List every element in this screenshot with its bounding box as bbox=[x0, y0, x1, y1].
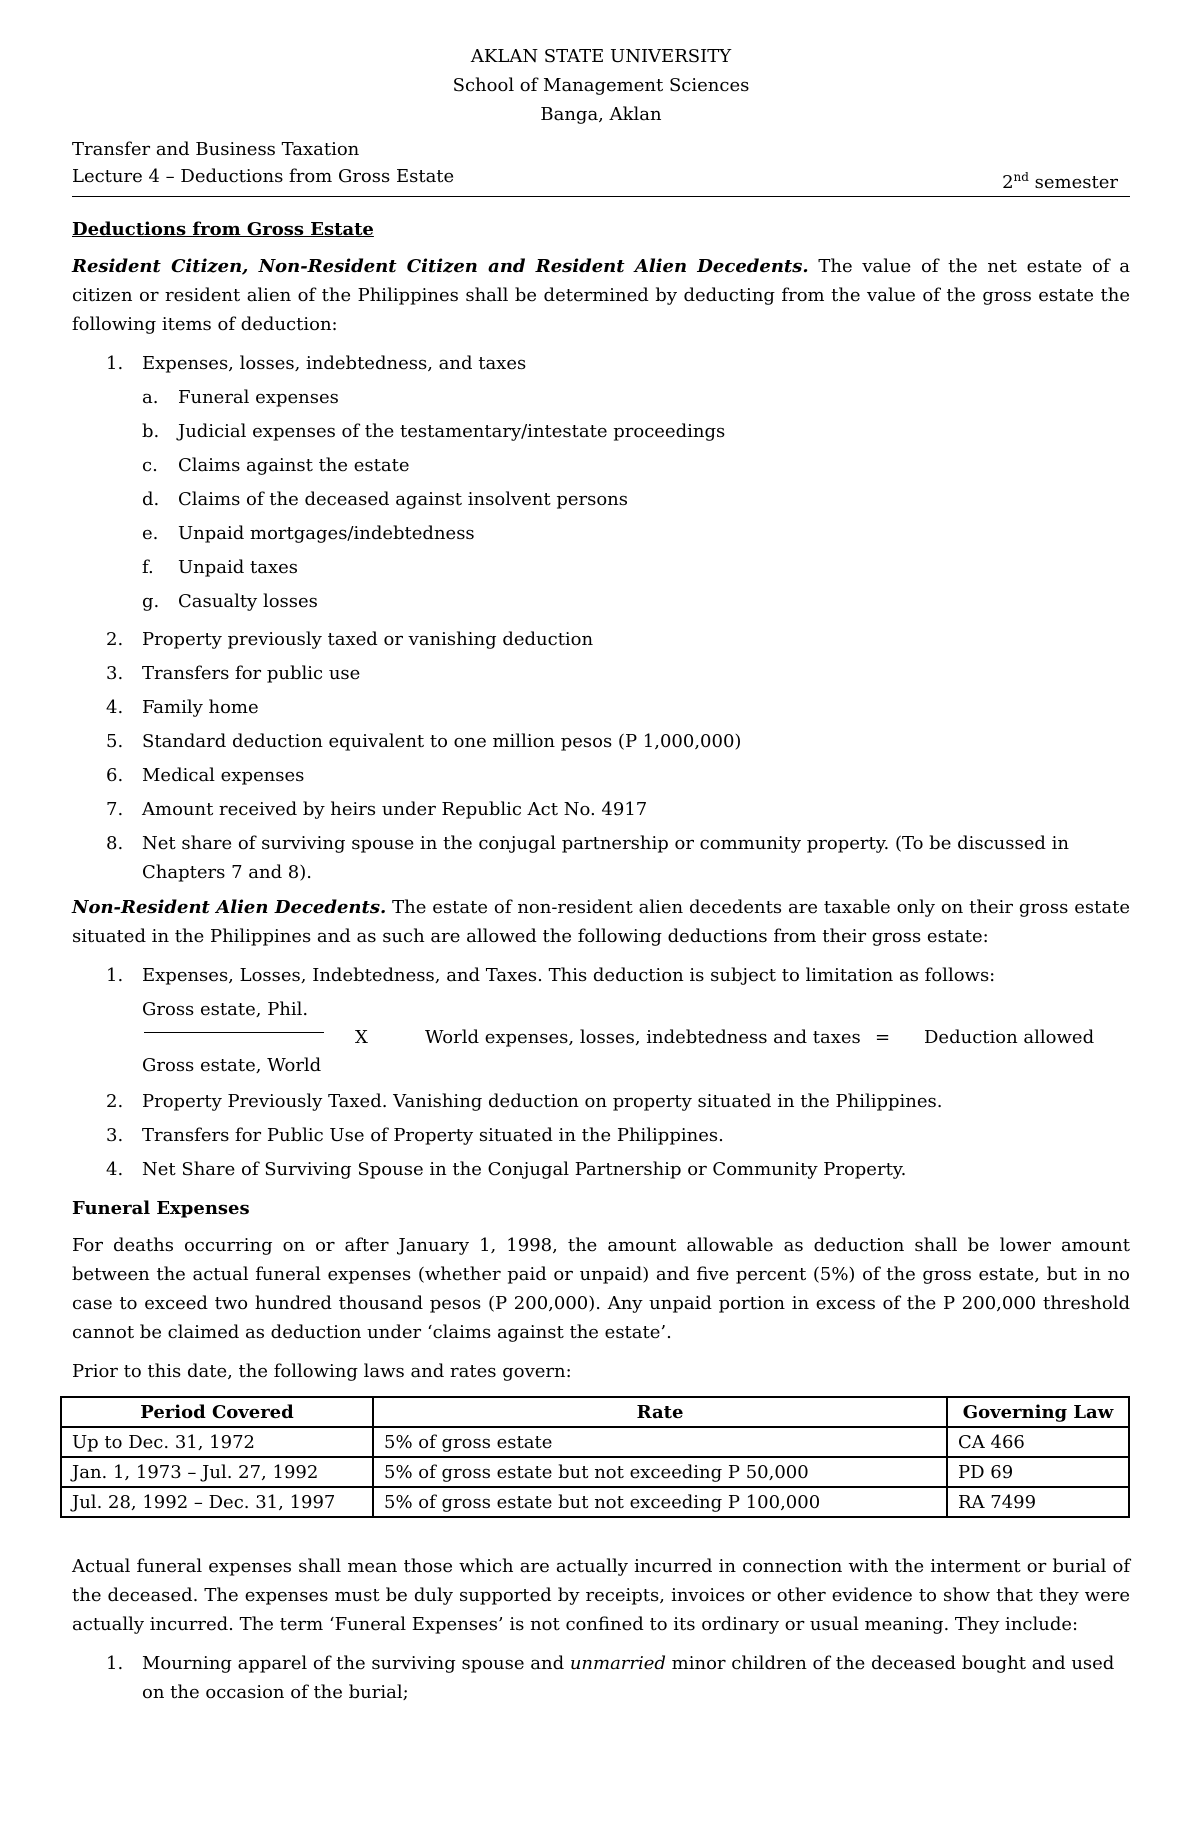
table-cell: 5% of gross estate but not exceeding P 100,000 bbox=[373, 1487, 947, 1517]
funeral-paragraph-2: Prior to this date, the following laws and rates govern: bbox=[72, 1361, 572, 1382]
sub-list-item bbox=[72, 553, 1130, 582]
item-letter: a. bbox=[142, 387, 159, 408]
resident-lead: Resident Citizen, Non-Resident Citizen and Resident Alien Decedents. bbox=[72, 256, 809, 277]
list-item bbox=[72, 961, 1130, 990]
nonresident-paragraph bbox=[72, 893, 1130, 951]
section-title-funeral: Funeral Expenses bbox=[72, 1198, 250, 1219]
table-row bbox=[61, 1427, 1129, 1457]
item-number: 1. bbox=[106, 1653, 124, 1674]
table-cell: PD 69 bbox=[947, 1457, 1129, 1487]
semester-num: 2 bbox=[1002, 172, 1014, 193]
nonresident-lead: Non-Resident Alien Decedents. bbox=[72, 897, 387, 918]
resident-text: The value of the net estate of a citizen or resident alien of the Philippines shall be determined by deducting from the value of the gross estate the following items of deduction: bbox=[72, 256, 1130, 335]
item-text: Standard deduction equivalent to one million pesos (P 1,000,000) bbox=[142, 731, 742, 752]
item-text: Transfers for Public Use of Property situated in the Philippines. bbox=[142, 1125, 724, 1146]
item-text: Transfers for public use bbox=[142, 663, 361, 684]
semester-text: semester bbox=[1028, 172, 1118, 193]
funeral-paragraph-1: For deaths occurring on or after January 1, 1998, the amount allowable as deduction shall be lower amount between the actual funeral expenses (whether paid or unpaid) and five percent (5%) of the gross estate, but in no case to exceed two hundred thousand pesos (P 200,000). Any unpaid portion in excess of the P 200,000 threshold cannot be claimed as deduction under ‘claims against the estate’. bbox=[72, 1235, 1130, 1343]
formula-description: World expenses, losses, indebtedness and taxes bbox=[425, 1027, 861, 1048]
sub-list-item bbox=[72, 417, 1130, 446]
table-cell: CA 466 bbox=[947, 1427, 1129, 1457]
item-text: Amount received by heirs under Republic Act No. 4917 bbox=[142, 799, 648, 820]
list-item bbox=[72, 761, 1130, 790]
document-page bbox=[72, 42, 1130, 1713]
item-text: Property Previously Taxed. Vanishing deduction on property situated in the Philippines. bbox=[142, 1091, 943, 1112]
item-text: Unpaid taxes bbox=[178, 557, 299, 578]
list-item bbox=[72, 1649, 1130, 1707]
item-text: Judicial expenses of the testamentary/intestate proceedings bbox=[178, 421, 726, 442]
formula-times: X bbox=[355, 1027, 368, 1048]
list-item bbox=[72, 1087, 1130, 1116]
table-cell: Jul. 28, 1992 – Dec. 31, 1997 bbox=[61, 1487, 373, 1517]
lecture-title: Lecture 4 – Deductions from Gross Estate bbox=[72, 166, 455, 187]
item-number: 5. bbox=[106, 731, 124, 752]
formula-equals: = bbox=[875, 1027, 891, 1048]
item-emphasis: unmarried bbox=[569, 1653, 666, 1674]
funeral-inclusions-list bbox=[72, 1649, 1130, 1707]
item-text: Net Share of Surviving Spouse in the Conjugal Partnership or Community Property. bbox=[142, 1159, 907, 1180]
table-cell: Jan. 1, 1973 – Jul. 27, 1992 bbox=[61, 1457, 373, 1487]
resident-paragraph bbox=[72, 252, 1130, 339]
item-text: Family home bbox=[142, 697, 259, 718]
item-number: 2. bbox=[106, 1091, 124, 1112]
fraction-bar bbox=[144, 1032, 324, 1033]
list-item bbox=[72, 659, 1130, 688]
item-text: Expenses, losses, indebtedness, and taxes bbox=[142, 353, 527, 374]
school-name: School of Management Sciences bbox=[452, 75, 750, 96]
item-number: 4. bbox=[106, 697, 124, 718]
item-number: 4. bbox=[106, 1159, 124, 1180]
list-item bbox=[72, 727, 1130, 756]
table-cell: RA 7499 bbox=[947, 1487, 1129, 1517]
list-item bbox=[72, 693, 1130, 722]
item-text: minor children of the deceased bought and used on the occasion of the burial; bbox=[142, 1653, 1115, 1703]
item-number: 8. bbox=[106, 833, 124, 854]
semester bbox=[1002, 164, 1118, 196]
item-letter: d. bbox=[142, 489, 160, 510]
item-number: 3. bbox=[106, 1125, 124, 1146]
list-item bbox=[72, 795, 1130, 824]
funeral-rates-table bbox=[60, 1396, 1130, 1518]
section-title-deductions: Deductions from Gross Estate bbox=[72, 219, 374, 240]
sub-list-item bbox=[72, 451, 1130, 480]
list-item bbox=[72, 1121, 1130, 1150]
item-text: Casualty losses bbox=[178, 591, 318, 612]
item-letter: b. bbox=[142, 421, 160, 442]
nonresident-deductions-list bbox=[72, 961, 1130, 1184]
item-letter: c. bbox=[142, 455, 158, 476]
table-cell: Up to Dec. 31, 1972 bbox=[61, 1427, 373, 1457]
formula-numerator: Gross estate, Phil. bbox=[142, 999, 309, 1020]
item-letter: g. bbox=[142, 591, 160, 612]
table-row bbox=[61, 1457, 1129, 1487]
item-number: 6. bbox=[106, 765, 124, 786]
item-number: 2. bbox=[106, 629, 124, 650]
list-item bbox=[72, 1155, 1130, 1184]
item-text: Expenses, Losses, Indebtedness, and Taxes. This deduction is subject to limitation as follows: bbox=[142, 965, 996, 986]
course-title: Transfer and Business Taxation bbox=[72, 139, 360, 160]
table-header-row bbox=[61, 1397, 1129, 1427]
item-text: Property previously taxed or vanishing deduction bbox=[142, 629, 594, 650]
funeral-paragraph-3: Actual funeral expenses shall mean those which are actually incurred in connection with the interment or burial of the deceased. The expenses must be duly supported by receipts, invoices or other evidence to show that they were actually incurred. The term ‘Funeral Expenses’ is not confined to its ordinary or usual meaning. They include: bbox=[72, 1556, 1130, 1635]
item-text: Claims against the estate bbox=[178, 455, 410, 476]
item-number: 7. bbox=[106, 799, 124, 820]
resident-deductions-list bbox=[72, 349, 1130, 887]
item-letter: e. bbox=[142, 523, 159, 544]
item-text: Mourning apparel of the surviving spouse and bbox=[142, 1653, 570, 1674]
item-number: 3. bbox=[106, 663, 124, 684]
table-row bbox=[61, 1487, 1129, 1517]
column-header: Rate bbox=[373, 1397, 947, 1427]
table-cell: 5% of gross estate bbox=[373, 1427, 947, 1457]
semester-sup: nd bbox=[1013, 170, 1029, 184]
column-header: Period Covered bbox=[61, 1397, 373, 1427]
university-name: AKLAN STATE UNIVERSITY bbox=[470, 46, 732, 67]
item-text: Unpaid mortgages/indebtedness bbox=[178, 523, 475, 544]
lecture-line bbox=[72, 164, 1130, 197]
item-number: 1. bbox=[106, 353, 124, 374]
school-location: Banga, Aklan bbox=[540, 104, 662, 125]
sub-list-item bbox=[72, 519, 1130, 548]
nonresident-text: The estate of non-resident alien decedents are taxable only on their gross estate situated in the Philippines and as such are allowed the following deductions from their gross estate: bbox=[72, 897, 1131, 947]
item-text: Medical expenses bbox=[142, 765, 305, 786]
item-text: Net share of surviving spouse in the conjugal partnership or community property. (To be discussed in Chapters 7 and 8). bbox=[142, 833, 1069, 883]
item-number: 1. bbox=[106, 965, 124, 986]
sub-list-item bbox=[72, 383, 1130, 412]
item-text: Claims of the deceased against insolvent persons bbox=[178, 489, 628, 510]
sub-list-item bbox=[72, 485, 1130, 514]
item-text: Funeral expenses bbox=[178, 387, 339, 408]
list-item bbox=[72, 625, 1130, 654]
table-cell: 5% of gross estate but not exceeding P 50,000 bbox=[373, 1457, 947, 1487]
formula-result: Deduction allowed bbox=[924, 1027, 1095, 1048]
deduction-formula bbox=[72, 995, 1130, 1081]
formula-denominator: Gross estate, World bbox=[142, 1055, 322, 1076]
column-header: Governing Law bbox=[947, 1397, 1129, 1427]
list-item bbox=[72, 829, 1130, 887]
item-letter: f. bbox=[142, 557, 154, 578]
sub-list-item bbox=[72, 587, 1130, 616]
list-item bbox=[72, 349, 1130, 378]
